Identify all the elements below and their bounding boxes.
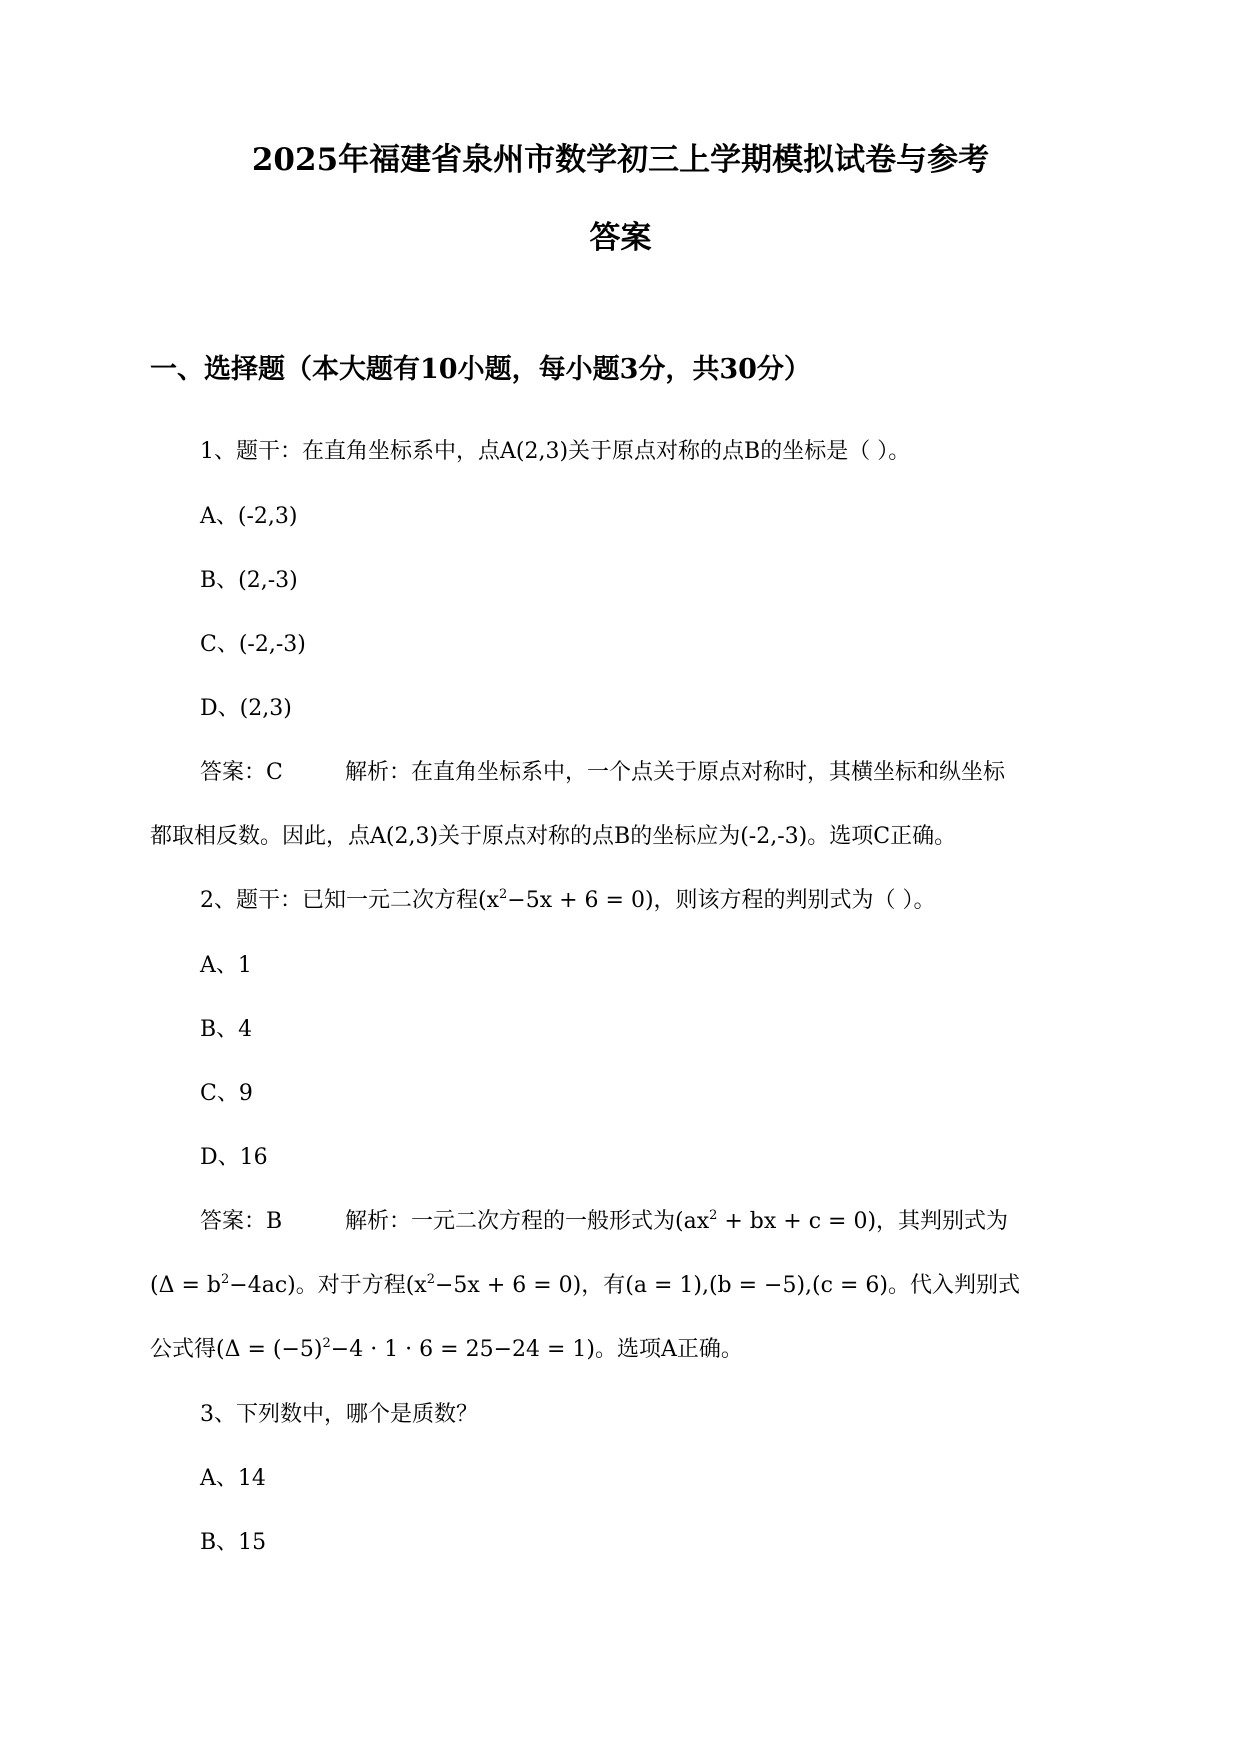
q1-option-b: B、(2,-3) bbox=[200, 568, 298, 593]
q2-answer-line: 答案：B 解析：一元二次方程的一般形式为($ax^2$ + bx + c = 0)，其判别式为 bbox=[200, 1207, 1008, 1237]
q3-stem: 3、下列数中，哪个是质数？ bbox=[200, 1402, 478, 1427]
q1-option-d: D、(2,3) bbox=[200, 696, 292, 721]
q2-answer: 答案：B bbox=[200, 1209, 283, 1234]
q3-option-a: A、14 bbox=[200, 1466, 266, 1491]
q2-option-d: D、16 bbox=[200, 1145, 268, 1170]
q2-option-a: A、1 bbox=[200, 953, 252, 978]
section-heading-choice: 一、选择题（本大题有10小题，每小题3分，共30分） bbox=[150, 354, 811, 385]
q1-answer: 答案：C bbox=[200, 760, 283, 785]
q1-stem: 1、题干：在直角坐标系中，点A(2,3)关于原点对称的点B的坐标是（ ）。 bbox=[200, 439, 911, 464]
q2-option-b: B、4 bbox=[200, 1017, 253, 1042]
q1-analysis-1: 解析：在直角坐标系中，一个点关于原点对称时，其横坐标和纵坐标 bbox=[345, 760, 1006, 785]
q1-option-a: A、(-2,3) bbox=[200, 504, 298, 529]
q3-option-b: B、15 bbox=[200, 1530, 267, 1555]
document-title-line-2: 答案 bbox=[589, 220, 652, 256]
q1-analysis-2: 都取相反数。因此，点A(2,3)关于原点对称的点B的坐标应为(-2,-3)。选项C正确。 bbox=[150, 824, 957, 849]
document-title-line-1: 2025年福建省泉州市数学初三上学期模拟试卷与参考 bbox=[251, 142, 990, 178]
q2-analysis-3: 公式得$(\Delta = (-5)^2-4 \cdot 1 \cdot 6 = 25-24 = 1)$。选项A正确。 bbox=[150, 1336, 743, 1362]
q2-option-c: C、9 bbox=[200, 1081, 253, 1106]
q1-answer-line bbox=[200, 758, 1005, 788]
q2-stem: 2、题干：已知一元二次方程$(x^2-5x + 6 = 0)$，则该方程的判别式为（ ）。 bbox=[200, 887, 936, 913]
q1-option-c: C、(-2,-3) bbox=[200, 632, 306, 657]
q2-analysis-2: $(\Delta = b^2-4ac)$。对于方程$(x^2-5x + 6 = 0)$，有(a = 1),(b = −5),(c = 6)。代入判别式 bbox=[150, 1272, 1020, 1298]
